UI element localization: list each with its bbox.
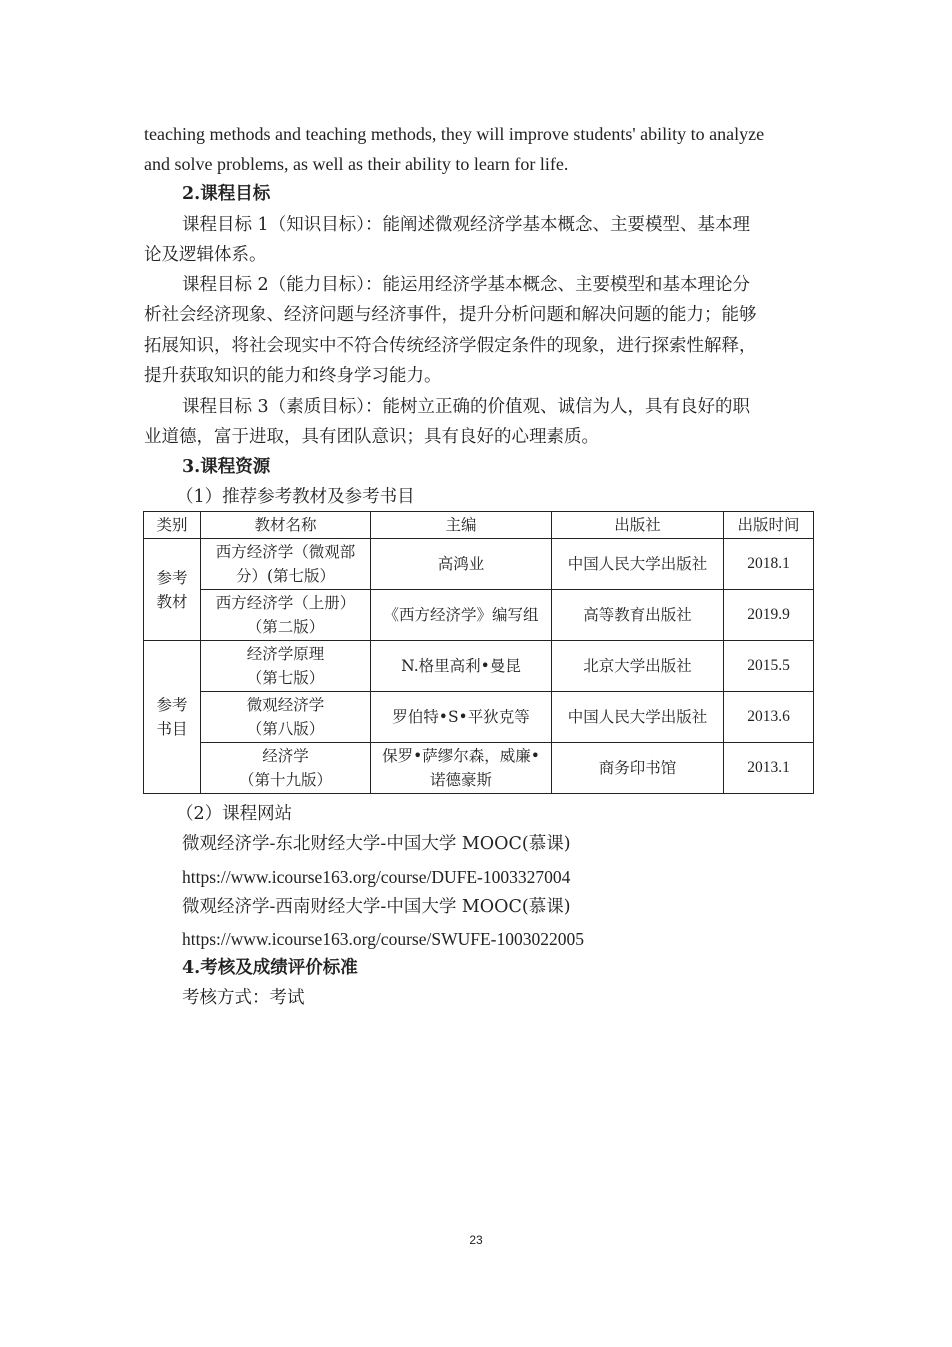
book-title-line-2: （第十九版） (238, 771, 332, 789)
publish-date-cell: 2018.1 (724, 539, 814, 590)
book-title-line-2: 分）(第七版） (235, 567, 336, 585)
publisher-cell: 北京大学出版社 (552, 641, 724, 692)
editor-line-2: 诺德豪斯 (429, 771, 492, 789)
assessment-method: 考核方式：考试 (182, 988, 305, 1008)
publish-date-cell: 2015.5 (724, 641, 814, 692)
book-title-line-2: （第七版） (246, 669, 325, 687)
section-3-heading: 3.课程资源 (182, 457, 271, 477)
section-4-heading: 4.考核及成绩评价标准 (182, 958, 358, 978)
goal-1-line-2: 论及逻辑体系。 (144, 245, 267, 265)
editor-line-1: 保罗•萨缪尔森，威廉• (382, 747, 540, 765)
book-title-line-1: 西方经济学（微观部 (215, 543, 356, 561)
publish-date-cell: 2013.1 (724, 743, 814, 794)
category-label-line-2: 教材 (156, 592, 188, 611)
book-title-cell (201, 641, 371, 692)
goal-2-line-3: 拓展知识，将社会现实中不符合传统经济学假定条件的现象，进行探索性解释， (144, 336, 757, 356)
editor-cell: 高鸿业 (371, 539, 552, 590)
publisher-cell: 高等教育出版社 (552, 590, 724, 641)
section-2-heading: 2.课程目标 (182, 184, 271, 204)
book-title-line-1: 微观经济学 (246, 696, 325, 714)
category-label-line-2: 书目 (156, 720, 188, 738)
goal-2-line-1: 课程目标 2（能力目标）：能运用经济学基本概念、主要模型和基本理论分 (182, 275, 750, 295)
editor-cell (371, 743, 552, 794)
publisher-cell: 商务印书馆 (552, 743, 724, 794)
textbook-table (143, 511, 814, 794)
website-2-name: 微观经济学-西南财经大学-中国大学 MOOC(慕课) (182, 897, 571, 917)
publisher-cell: 中国人民大学出版社 (552, 692, 724, 743)
goal-3-line-2: 业道德，富于进取，具有团队意识；具有良好的心理素质。 (144, 427, 599, 447)
table-row (144, 539, 814, 590)
subsection-websites-title: （2）课程网站 (176, 804, 293, 824)
editor-cell: 《西方经济学》编写组 (371, 590, 552, 641)
table-row (144, 590, 814, 641)
book-title-line-1: 西方经济学（上册） (215, 594, 356, 612)
page-number: 23 (469, 1233, 483, 1247)
book-title-cell (201, 539, 371, 590)
table-header-row (144, 512, 814, 539)
publisher-cell: 中国人民大学出版社 (552, 539, 724, 590)
column-header-date: 出版时间 (724, 512, 814, 539)
category-label-line-1: 参考 (156, 696, 188, 714)
goal-2-line-2: 析社会经济现象、经济问题与经济事件，提升分析问题和解决问题的能力；能够 (144, 305, 757, 325)
book-title-line-1: 经济学原理 (246, 645, 325, 663)
website-2-link[interactable]: https://www.icourse163.org/course/SWUFE-1003022005 (182, 929, 584, 949)
subsection-textbooks-title: （1）推荐参考教材及参考书目 (176, 487, 415, 507)
book-title-cell (201, 590, 371, 641)
book-title-cell (201, 692, 371, 743)
category-cell-textbooks (144, 539, 201, 641)
goal-2-line-4: 提升获取知识的能力和终身学习能力。 (144, 366, 442, 386)
book-title-line-2: （第八版） (246, 720, 325, 738)
table-row (144, 692, 814, 743)
goal-3-line-1: 课程目标 3（素质目标）：能树立正确的价值观、诚信为人，具有良好的职 (182, 397, 750, 417)
goal-1-line-1: 课程目标 1（知识目标）：能阐述微观经济学基本概念、主要模型、基本理 (182, 215, 750, 235)
column-header-publisher: 出版社 (552, 512, 724, 539)
table-row (144, 641, 814, 692)
column-header-title: 教材名称 (201, 512, 371, 539)
column-header-category: 类别 (144, 512, 201, 539)
website-1-name: 微观经济学-东北财经大学-中国大学 MOOC(慕课) (182, 834, 571, 854)
book-title-line-2: （第二版） (246, 618, 325, 636)
website-1-link[interactable]: https://www.icourse163.org/course/DUFE-1003327004 (182, 867, 571, 887)
category-label-line-1: 参考 (156, 568, 188, 587)
editor-cell: N.格里高利•曼昆 (371, 641, 552, 692)
intro-line-1: teaching methods and teaching methods, they will improve students' ability to analyze (144, 124, 765, 144)
column-header-editor: 主编 (371, 512, 552, 539)
book-title-cell (201, 743, 371, 794)
editor-cell: 罗伯特•S•平狄克等 (371, 692, 552, 743)
publish-date-cell: 2019.9 (724, 590, 814, 641)
table-row (144, 743, 814, 794)
publish-date-cell: 2013.6 (724, 692, 814, 743)
book-title-line-1: 经济学 (262, 747, 309, 765)
intro-line-2: and solve problems, as well as their ability to learn for life. (144, 154, 569, 174)
category-cell-reference-books (144, 641, 201, 794)
